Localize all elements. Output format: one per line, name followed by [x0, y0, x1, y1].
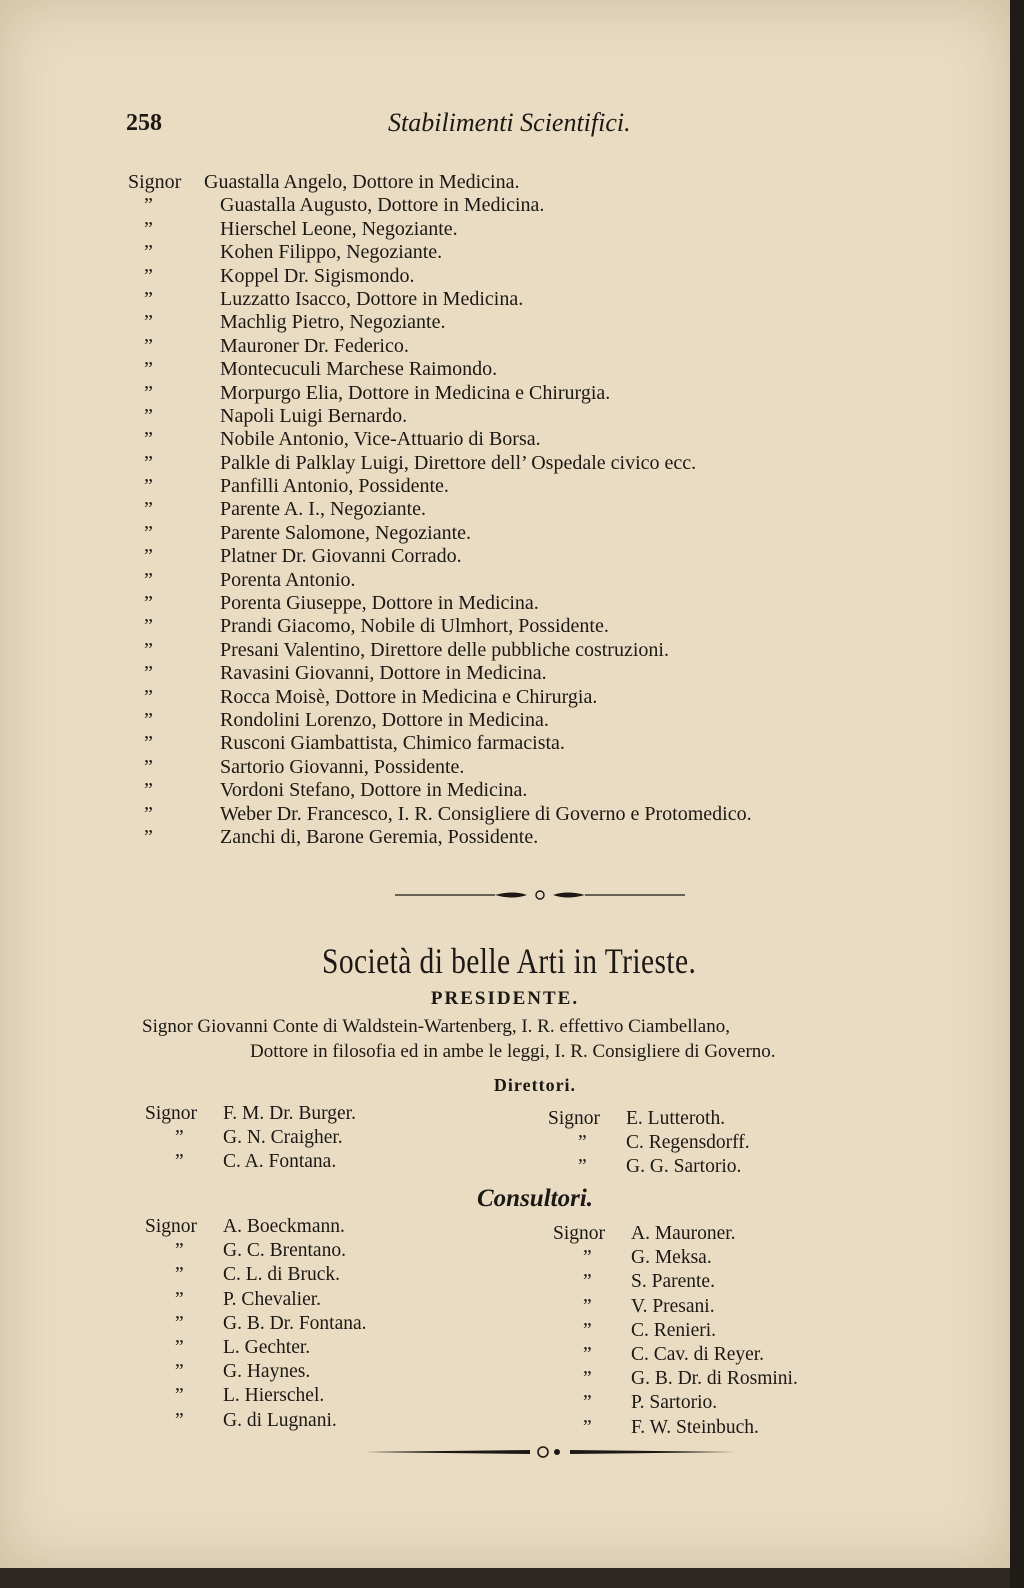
list-item — [145, 1360, 367, 1384]
entry-name: Machlig Pietro, Negoziante. — [220, 311, 446, 334]
list-item — [145, 1150, 356, 1174]
entry-name: L. Gechter. — [223, 1336, 311, 1358]
entry-name: Guastalla Augusto, Dottore in Medicina. — [220, 194, 545, 217]
entry-lead: Signor — [548, 1108, 601, 1129]
list-item — [128, 709, 752, 732]
list-item — [128, 826, 752, 849]
entry-lead: ” — [583, 1368, 592, 1390]
list-item — [128, 779, 752, 802]
list-item — [553, 1319, 798, 1343]
entry-name: Platner Dr. Giovanni Corrado. — [220, 545, 462, 568]
list-item — [128, 288, 752, 311]
list-item — [145, 1409, 367, 1433]
list-item — [128, 545, 752, 568]
entry-name: Mauroner Dr. Federico. — [220, 334, 409, 357]
consultants-left-column — [145, 1215, 367, 1433]
ornamental-divider-bottom — [365, 1445, 735, 1459]
list-item — [128, 756, 752, 779]
list-item — [128, 452, 752, 475]
entry-lead: ” — [583, 1416, 592, 1438]
entry-name: A. Boeckmann. — [223, 1216, 345, 1237]
list-item — [128, 592, 752, 615]
entry-name: Montecuculi Marchese Raimondo. — [220, 358, 498, 381]
entry-lead: ” — [144, 521, 153, 544]
entry-name: Weber Dr. Francesco, I. R. Consigliere di Governo e Protomedico. — [220, 802, 752, 825]
entry-name: Guastalla Angelo, Dottore in Medicina. — [204, 171, 520, 193]
entry-lead: ” — [144, 545, 153, 568]
entry-name: Parente Salomone, Negoziante. — [220, 521, 472, 544]
list-item — [548, 1155, 750, 1179]
entry-lead: ” — [144, 358, 153, 381]
entry-name: Morpurgo Elia, Dottore in Medicina e Chirurgia. — [220, 381, 611, 404]
ornamental-divider-top — [395, 888, 685, 902]
list-item — [128, 662, 752, 685]
entry-lead: ” — [583, 1392, 592, 1414]
list-item — [128, 803, 752, 826]
president-heading: PRESIDENTE. — [430, 988, 580, 1009]
directors-right-column — [548, 1107, 750, 1180]
president-line-2: Dottore in filosofia ed in ambe le leggi, I. R. Consigliere di Governo. — [250, 1041, 776, 1062]
list-item — [553, 1367, 798, 1391]
entry-name: Prandi Giacomo, Nobile di Ulmhort, Possidente. — [220, 615, 609, 638]
entry-lead: ” — [144, 287, 153, 310]
entry-name: Koppel Dr. Sigismondo. — [220, 264, 415, 287]
entry-name: A. Mauroner. — [631, 1223, 736, 1244]
entry-lead: ” — [144, 755, 153, 778]
list-item — [145, 1384, 367, 1408]
list-item — [145, 1215, 367, 1239]
entry-name: C. Regensdorff. — [626, 1132, 750, 1154]
list-item — [553, 1246, 798, 1270]
entry-name: G. di Lugnani. — [223, 1409, 337, 1431]
entry-lead: ” — [144, 638, 153, 661]
entry-lead: Signor — [145, 1216, 198, 1237]
entry-name: Palkle di Palklay Luigi, Direttore dell’ Ospedale civico ecc. — [220, 451, 697, 474]
list-item — [548, 1131, 750, 1155]
list-item — [128, 498, 752, 521]
list-item — [128, 405, 752, 428]
list-item — [128, 569, 752, 592]
list-item — [553, 1416, 798, 1440]
entry-name: Rocca Moisè, Dottore in Medicina e Chirurgia. — [220, 685, 598, 708]
list-item — [553, 1343, 798, 1367]
entry-lead: ” — [144, 381, 153, 404]
list-item — [128, 428, 752, 451]
entry-lead: ” — [144, 802, 153, 825]
list-item — [548, 1107, 750, 1131]
entry-name: S. Parente. — [631, 1271, 715, 1293]
entry-lead: ” — [583, 1247, 592, 1269]
entry-lead: ” — [144, 475, 153, 498]
entry-lead: Signor — [128, 171, 182, 193]
list-item — [553, 1222, 798, 1246]
entry-name: Panfilli Antonio, Possidente. — [220, 475, 449, 498]
list-item — [145, 1126, 356, 1150]
list-item — [128, 639, 752, 662]
page-number: 258 — [126, 110, 162, 136]
entry-name: G. B. Dr. Fontana. — [223, 1312, 367, 1334]
entry-name: V. Presani. — [631, 1295, 715, 1317]
list-item — [128, 218, 752, 241]
entry-name: Ravasini Giovanni, Dottore in Medicina. — [220, 662, 547, 685]
entry-name: P. Chevalier. — [223, 1288, 322, 1310]
president-line-1: Signor Giovanni Conte di Waldstein-Wartenberg, I. R. effettivo Ciambellano, — [142, 1016, 730, 1037]
list-item — [145, 1102, 356, 1126]
page-bottom-edge — [0, 1568, 1010, 1588]
entry-name: C. Renieri. — [631, 1319, 717, 1341]
list-item — [128, 194, 752, 217]
entry-name: G. Haynes. — [223, 1361, 311, 1383]
list-item — [553, 1391, 798, 1415]
list-item — [553, 1270, 798, 1294]
entry-lead: ” — [583, 1319, 592, 1341]
list-item — [128, 358, 752, 381]
entry-lead: Signor — [553, 1223, 606, 1244]
list-item — [128, 522, 752, 545]
entry-name: G. N. Craigher. — [223, 1127, 343, 1149]
entry-lead: ” — [144, 241, 153, 264]
entry-name: G. Meksa. — [631, 1247, 712, 1269]
list-item — [553, 1295, 798, 1319]
entry-name: Luzzatto Isacco, Dottore in Medicina. — [220, 287, 524, 310]
entry-lead: ” — [175, 1361, 184, 1383]
entry-name: G. B. Dr. di Rosmini. — [631, 1368, 798, 1390]
entry-name: Porenta Antonio. — [220, 568, 356, 591]
entry-lead: ” — [144, 685, 153, 708]
entry-lead: ” — [144, 194, 153, 217]
consultants-heading: Consultori. — [476, 1185, 594, 1212]
running-title: Stabilimenti Scientifici. — [388, 108, 631, 137]
entry-name: P. Sartorio. — [631, 1392, 718, 1414]
entry-lead: ” — [583, 1295, 592, 1317]
entry-lead: ” — [144, 592, 153, 615]
entry-lead: ” — [144, 311, 153, 334]
entry-lead: ” — [144, 615, 153, 638]
list-item — [145, 1263, 367, 1287]
entry-lead: ” — [144, 498, 153, 521]
page-header — [0, 108, 1010, 148]
consultants-right-column — [553, 1222, 798, 1440]
directors-left-column — [145, 1102, 356, 1175]
list-item — [128, 686, 752, 709]
list-item — [145, 1336, 367, 1360]
list-item — [128, 171, 752, 194]
list-item — [145, 1312, 367, 1336]
entry-lead: ” — [578, 1156, 587, 1178]
entry-name: Rondolini Lorenzo, Dottore in Medicina. — [220, 708, 549, 731]
list-item — [128, 615, 752, 638]
entry-lead: ” — [144, 334, 153, 357]
entry-lead: ” — [144, 708, 153, 731]
entry-name: Kohen Filippo, Negoziante. — [220, 241, 443, 264]
entry-name: Parente A. I., Negoziante. — [220, 498, 427, 521]
entry-name: Hierschel Leone, Negoziante. — [220, 217, 458, 240]
entry-lead: ” — [144, 825, 153, 848]
entry-name: G. C. Brentano. — [223, 1240, 346, 1262]
list-item — [128, 335, 752, 358]
entry-lead: ” — [175, 1151, 184, 1173]
entry-lead: ” — [144, 732, 153, 755]
entry-lead: Signor — [145, 1103, 198, 1124]
entry-name: C. L. di Bruck. — [223, 1264, 340, 1286]
entry-name: Presani Valentino, Direttore delle pubbliche costruzioni. — [220, 638, 669, 661]
book-spine-edge — [1010, 0, 1024, 1588]
entry-lead: ” — [175, 1264, 184, 1286]
entry-name: C. Cav. di Reyer. — [631, 1343, 765, 1365]
list-item — [128, 265, 752, 288]
list-item — [145, 1239, 367, 1263]
list-item — [128, 382, 752, 405]
entry-name: F. W. Steinbuch. — [631, 1416, 759, 1438]
list-item — [128, 475, 752, 498]
entry-lead: ” — [175, 1409, 184, 1431]
entry-lead: ” — [175, 1127, 184, 1149]
entry-lead: ” — [175, 1288, 184, 1310]
directors-heading: Direttori. — [493, 1075, 577, 1095]
entry-lead: ” — [144, 264, 153, 287]
member-list — [128, 171, 752, 849]
entry-name: Sartorio Giovanni, Possidente. — [220, 755, 465, 778]
entry-lead: ” — [144, 404, 153, 427]
entry-name: Porenta Giuseppe, Dottore in Medicina. — [220, 592, 539, 615]
entry-name: C. A. Fontana. — [223, 1151, 337, 1173]
entry-name: E. Lutteroth. — [626, 1108, 726, 1129]
entry-lead: ” — [175, 1312, 184, 1334]
entry-name: Vordoni Stefano, Dottore in Medicina. — [220, 779, 528, 802]
entry-lead: ” — [175, 1385, 184, 1407]
entry-name: L. Hierschel. — [223, 1385, 325, 1407]
list-item — [128, 241, 752, 264]
entry-lead: ” — [175, 1336, 184, 1358]
entry-lead: ” — [144, 779, 153, 802]
entry-lead: ” — [144, 217, 153, 240]
entry-lead: ” — [578, 1132, 587, 1154]
list-item — [145, 1288, 367, 1312]
entry-name: Rusconi Giambattista, Chimico farmacista. — [220, 732, 565, 755]
entry-name: Nobile Antonio, Vice-Attuario di Borsa. — [220, 428, 541, 451]
list-item — [128, 732, 752, 755]
entry-lead: ” — [175, 1240, 184, 1262]
entry-name: Zanchi di, Barone Geremia, Possidente. — [220, 825, 539, 848]
entry-lead: ” — [144, 451, 153, 474]
entry-name: G. G. Sartorio. — [626, 1156, 742, 1178]
entry-name: F. M. Dr. Burger. — [223, 1103, 356, 1124]
entry-name: Napoli Luigi Bernardo. — [220, 404, 408, 427]
list-item — [128, 311, 752, 334]
entry-lead: ” — [583, 1343, 592, 1365]
entry-lead: ” — [144, 428, 153, 451]
entry-lead: ” — [144, 662, 153, 685]
section-title: Società di belle Arti in Trieste. — [321, 941, 697, 981]
entry-lead: ” — [583, 1271, 592, 1293]
entry-lead: ” — [144, 568, 153, 591]
